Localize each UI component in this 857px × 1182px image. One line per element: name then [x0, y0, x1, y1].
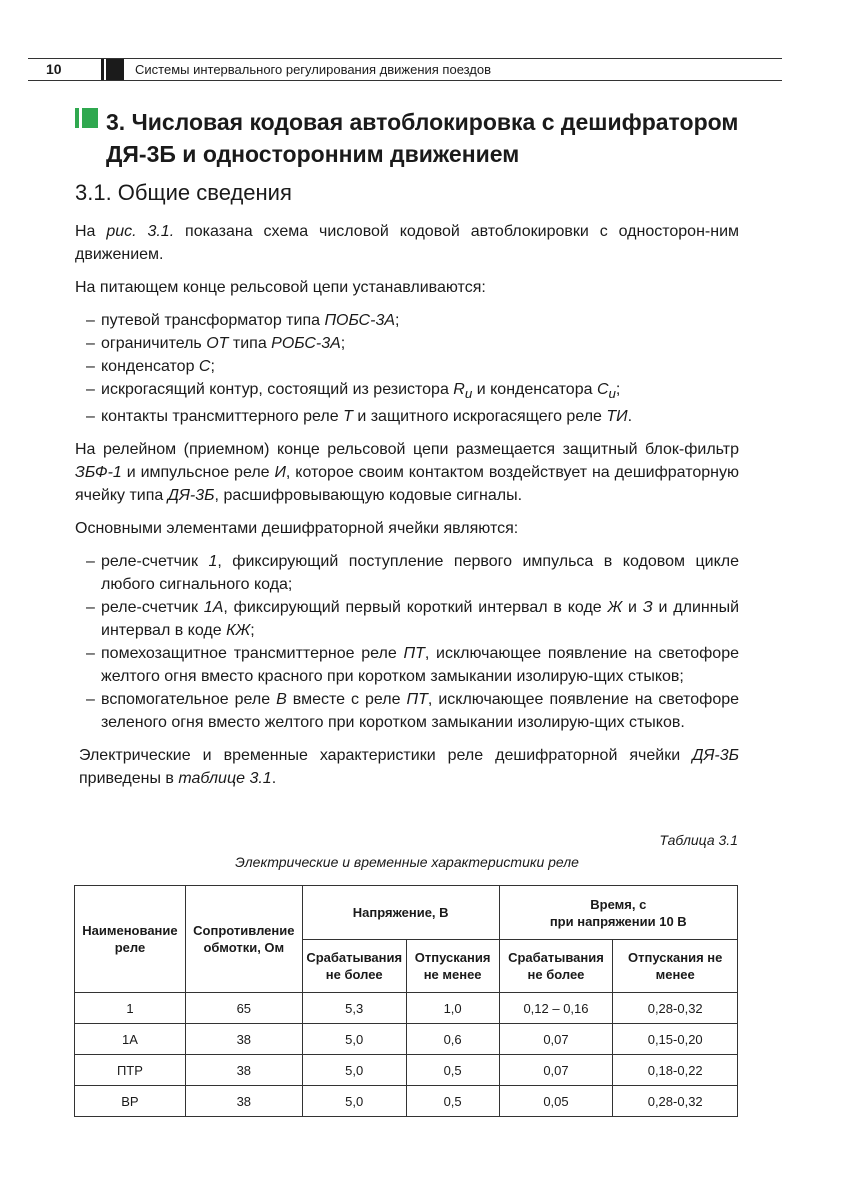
body-text	[75, 220, 739, 800]
cell: 1,0	[406, 993, 499, 1024]
header-bar-thin	[101, 59, 104, 80]
paragraph-intro: На рис. 3.1. показана схема числовой кодовой автоблокировки с односторон-ним движением.	[75, 223, 740, 263]
col-header-time: Время, с при напряжении 10 В	[499, 886, 737, 940]
paragraph-relay-end: На релейном (приемном) конце рельсовой цепи размещается защитный блок-фильтр ЗБФ-1 и импульсное реле И, которое своим контактом воздействует на дешифраторную ячейку типа ДЯ-3Б, расшифровывающую кодовые сигналы.	[75, 441, 739, 505]
list-item: – ограничитель ОТ типа РОБС-3А;	[101, 332, 739, 355]
cell: 0,5	[406, 1086, 499, 1117]
cell: 5,0	[302, 1055, 406, 1086]
feed-end-list	[75, 309, 739, 428]
running-header	[28, 58, 782, 80]
col-header-voltage: Напряжение, В	[302, 886, 499, 940]
cell: 5,3	[302, 993, 406, 1024]
header-bar-thick	[106, 59, 124, 80]
cell: 5,0	[302, 1024, 406, 1055]
page-number: 10	[46, 61, 62, 77]
cell: ПТР	[75, 1055, 186, 1086]
cell: 0,28-0,32	[613, 993, 738, 1024]
table-row	[75, 1024, 738, 1055]
list-item: – помехозащитное трансмиттерное реле ПТ, исключающее появление на светофоре желтого огня вместо красного при коротком замыкании изолирую-щих стыков;	[101, 642, 739, 688]
cell: 38	[185, 1086, 302, 1117]
relay-characteristics-table	[74, 885, 738, 1117]
paragraph-feed-end: На питающем конце рельсовой цепи устанавливаются:	[75, 279, 486, 296]
cell: 1	[75, 993, 186, 1024]
cell: 38	[185, 1024, 302, 1055]
table-row	[75, 993, 738, 1024]
cell: 0,07	[499, 1055, 613, 1086]
header-bottom-rule	[28, 80, 782, 81]
list-item: – реле-счетчик 1А, фиксирующий первый короткий интервал в коде Ж и З и длинный интервал в коде КЖ;	[101, 596, 739, 642]
section-heading: 3.1. Общие сведения	[75, 180, 292, 205]
cell: 0,28-0,32	[613, 1086, 738, 1117]
list-item: – конденсатор С;	[101, 355, 739, 378]
cell: ВР	[75, 1086, 186, 1117]
col-header-t-pickup: Срабатывания не более	[499, 940, 613, 993]
paragraph-elements: Основными элементами дешифраторной ячейки являются:	[75, 520, 519, 538]
cell: 0,12 – 0,16	[499, 993, 613, 1024]
cell: 0,15-0,20	[613, 1024, 738, 1055]
cell: 0,07	[499, 1024, 613, 1055]
chapter-heading: 3. Числовая кодовая автоблокировка с дешифратором ДЯ-3Б и односторонним движением	[106, 109, 739, 167]
list-item: – путевой трансформатор типа ПОБС-3А;	[101, 309, 739, 332]
col-header-t-release: Отпускания не менее	[613, 940, 738, 993]
col-header-name: Наименование реле	[75, 886, 186, 993]
cell: 38	[185, 1055, 302, 1086]
cell: 0,18-0,22	[613, 1055, 738, 1086]
cell: 0,05	[499, 1086, 613, 1117]
table-title: Электрические и временные характеристики реле	[235, 854, 579, 870]
list-item: – вспомогательное реле В вместе с реле ПТ, исключающее появление на светофоре зеленого огня вместо желтого при коротком замыкании изолирую-щих стыков.	[101, 688, 739, 734]
cell: 1А	[75, 1024, 186, 1055]
paragraph-table-ref: Электрические и временные характеристики реле дешифраторной ячейки ДЯ-3Б приведены в таблице 3.1.	[79, 747, 739, 788]
list-item: – реле-счетчик 1, фиксирующий поступление первого импульса в кодовом цикле любого сигнального кода;	[101, 550, 739, 596]
decoder-elements-list	[75, 550, 739, 734]
cell: 65	[185, 993, 302, 1024]
col-header-v-release: Отпускания не менее	[406, 940, 499, 993]
header-top-rule	[28, 58, 782, 59]
table-number: Таблица 3.1	[659, 832, 738, 848]
col-header-v-pickup: Срабатывания не более	[302, 940, 406, 993]
list-item: – контакты трансмиттерного реле Т и защитного искрогасящего реле ТИ.	[101, 405, 739, 428]
col-header-resistance: Сопротивление обмотки, Ом	[185, 886, 302, 993]
cell: 5,0	[302, 1086, 406, 1117]
cell: 0,6	[406, 1024, 499, 1055]
table-row	[75, 1055, 738, 1086]
list-item: – искрогасящий контур, состоящий из резистора $R_и$ и конденсатора $С_и$;	[101, 378, 739, 405]
cell: 0,5	[406, 1055, 499, 1086]
table-row	[75, 1086, 738, 1117]
running-title: Системы интервального регулирования движения поездов	[135, 62, 492, 77]
